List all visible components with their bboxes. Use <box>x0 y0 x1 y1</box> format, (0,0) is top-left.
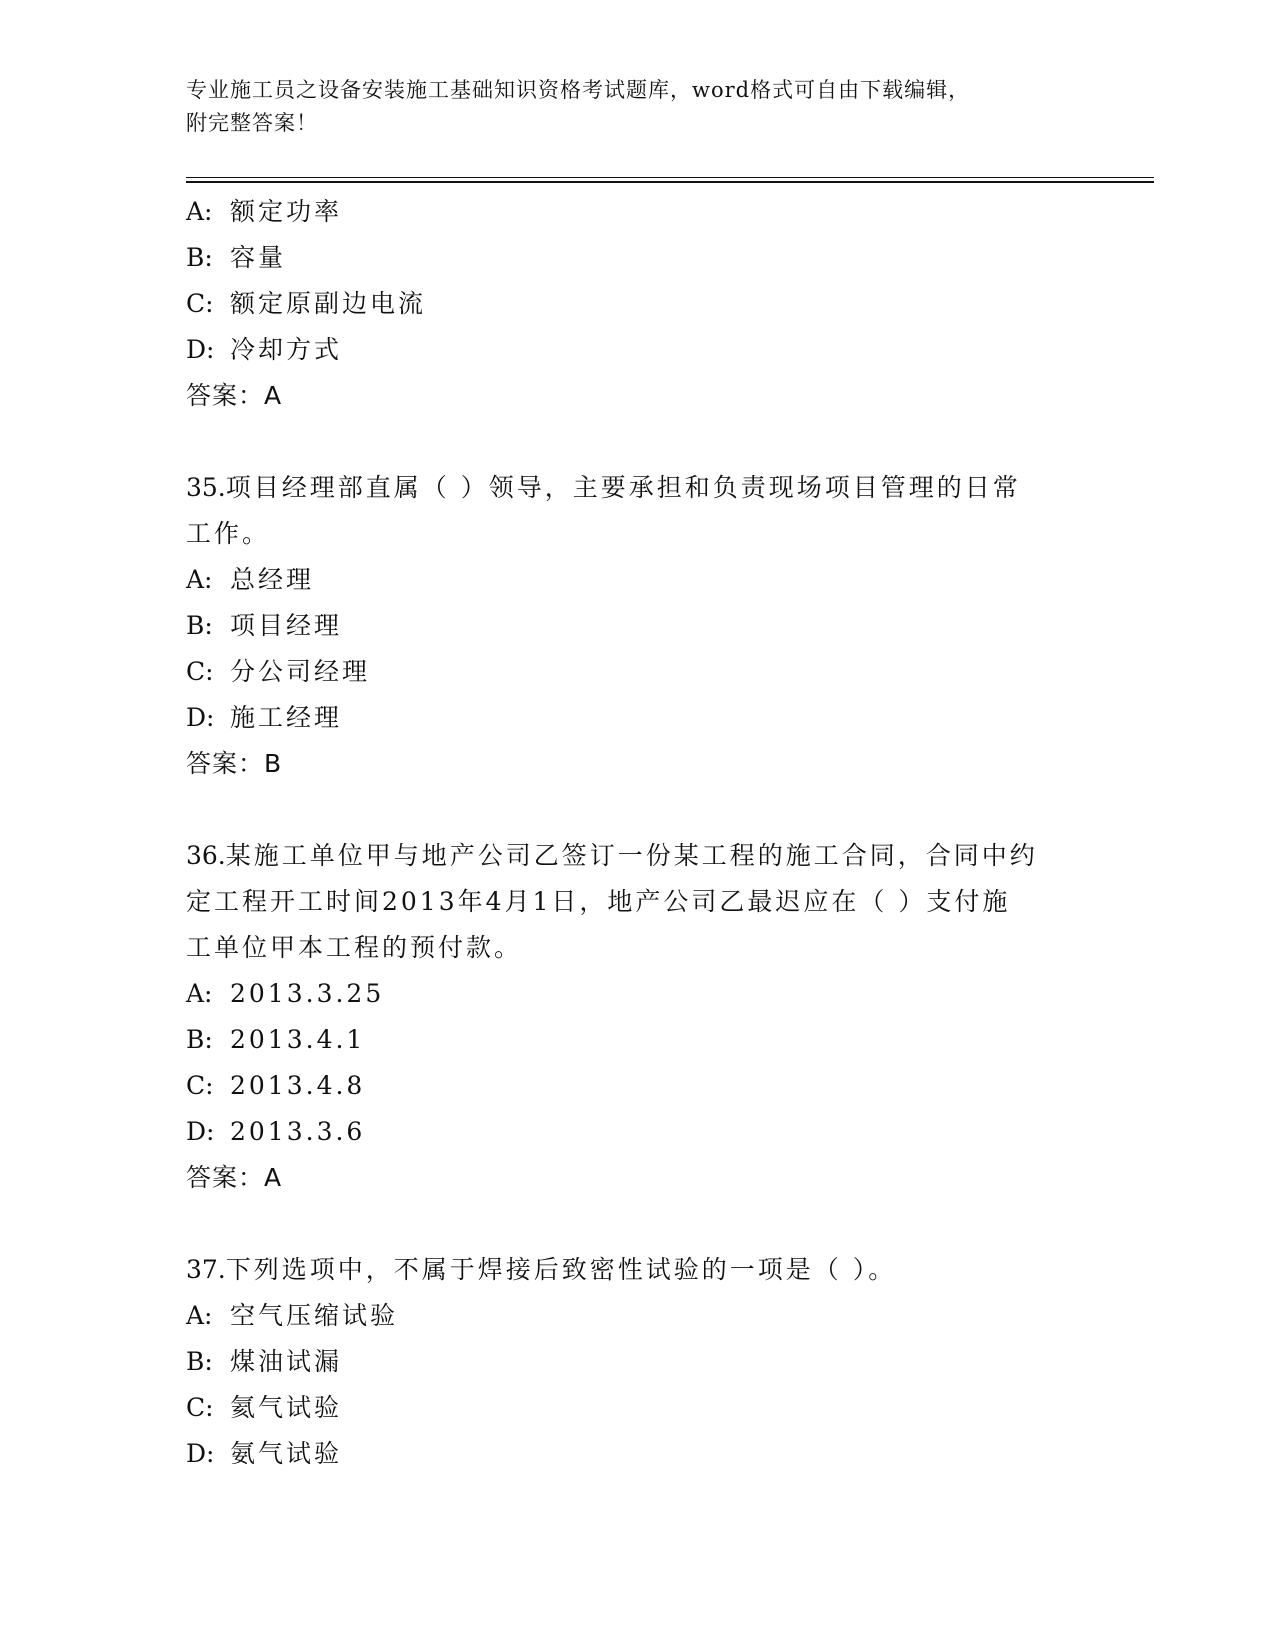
document-header <box>186 74 1066 140</box>
option-letter: D: <box>186 703 215 732</box>
question-text-line: 定工程开工时间2013年4月1日，地产公司乙最迟应在（ ）支付施 <box>186 887 1011 916</box>
option-a <box>186 971 1086 1017</box>
option-text: 额定功率 <box>230 197 343 226</box>
answer-line: 答案：A <box>186 381 283 410</box>
option-text: 2013.3.6 <box>230 1117 366 1146</box>
option-letter: D: <box>186 1439 215 1468</box>
option-b <box>186 603 1086 649</box>
option-text: 容量 <box>230 243 287 272</box>
option-a <box>186 189 1086 235</box>
option-b <box>186 235 1086 281</box>
option-letter: B: <box>186 243 213 272</box>
option-letter: C: <box>186 289 214 318</box>
option-text: 施工经理 <box>230 703 343 732</box>
option-text: 2013.4.8 <box>230 1071 366 1100</box>
option-b <box>186 1339 1086 1385</box>
question-number: 37. <box>186 1255 226 1284</box>
option-letter: C: <box>186 1393 214 1422</box>
question-text: 某施工单位甲与地产公司乙签订一份某工程的施工合同，合同中约 <box>225 841 1038 870</box>
option-letter: D: <box>186 1117 215 1146</box>
option-a <box>186 1293 1086 1339</box>
option-d <box>186 327 1086 373</box>
option-d <box>186 1431 1086 1477</box>
question-text-line <box>186 1247 1086 1293</box>
question-35 <box>186 465 1086 787</box>
question-34-continuation <box>186 189 1086 419</box>
option-text: 冷却方式 <box>230 335 343 364</box>
option-letter: C: <box>186 657 214 686</box>
option-letter: B: <box>186 1025 213 1054</box>
question-37 <box>186 1247 1086 1477</box>
question-text-line <box>186 833 1086 879</box>
option-letter: A: <box>186 1301 213 1330</box>
option-d <box>186 695 1086 741</box>
answer-line: 答案：B <box>186 749 283 778</box>
answer-line: 答案：A <box>186 1163 283 1192</box>
option-text: 空气压缩试验 <box>230 1301 399 1330</box>
option-text: 分公司经理 <box>230 657 371 686</box>
option-c <box>186 649 1086 695</box>
option-letter: D: <box>186 335 215 364</box>
option-text: 氨气试验 <box>230 1439 343 1468</box>
question-text-line <box>186 465 1086 511</box>
question-text: 下列选项中，不属于焊接后致密性试验的一项是（ ）。 <box>225 1255 897 1284</box>
option-text: 2013.4.1 <box>230 1025 366 1054</box>
option-c <box>186 281 1086 327</box>
header-line-2: 附完整答案！ <box>186 111 318 135</box>
option-letter: A: <box>186 197 213 226</box>
header-divider-thin <box>186 177 1154 178</box>
option-letter: B: <box>186 611 213 640</box>
option-letter: B: <box>186 1347 213 1376</box>
question-text-line: 工单位甲本工程的预付款。 <box>186 933 523 962</box>
option-a <box>186 557 1086 603</box>
header-divider-thick <box>186 181 1154 183</box>
question-number: 36. <box>186 841 226 870</box>
option-letter: C: <box>186 1071 214 1100</box>
option-text: 氦气试验 <box>230 1393 343 1422</box>
question-text-line: 工作。 <box>186 519 271 548</box>
option-text: 项目经理 <box>230 611 343 640</box>
option-letter: A: <box>186 565 213 594</box>
question-36 <box>186 833 1086 1201</box>
question-text: 项目经理部直属（ ）领导，主要承担和负责现场项目管理的日常 <box>225 473 1021 502</box>
header-line-1: 专业施工员之设备安装施工基础知识资格考试题库，word格式可自由下载编辑， <box>186 78 971 102</box>
option-d <box>186 1109 1086 1155</box>
option-text: 煤油试漏 <box>230 1347 343 1376</box>
option-letter: A: <box>186 979 213 1008</box>
option-text: 总经理 <box>230 565 315 594</box>
option-text: 2013.3.25 <box>230 979 385 1008</box>
question-list <box>186 189 1086 1477</box>
option-c <box>186 1385 1086 1431</box>
option-c <box>186 1063 1086 1109</box>
option-text: 额定原副边电流 <box>230 289 427 318</box>
option-b <box>186 1017 1086 1063</box>
question-number: 35. <box>186 473 226 502</box>
